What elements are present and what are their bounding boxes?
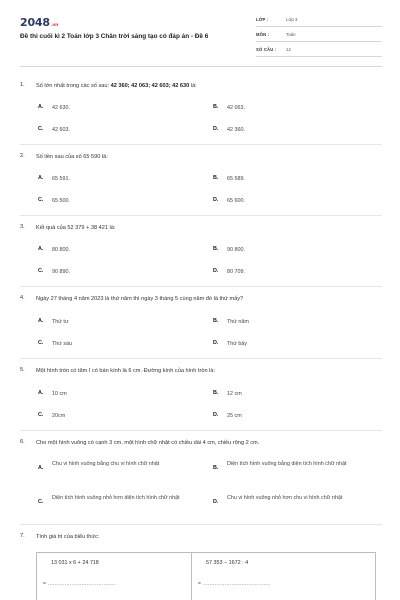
option-text: 90 890. — [52, 269, 70, 275]
logo-main: 2048 — [20, 16, 50, 29]
question-text-prefix: Số lớn nhất trong các số sau: — [36, 83, 111, 89]
question-separator — [20, 286, 382, 287]
option-text: 20cm — [52, 413, 66, 419]
meta-key: LỚP : — [256, 17, 269, 22]
option-letter: A. — [38, 175, 44, 181]
option-text: 12 cm — [227, 391, 242, 397]
option-letter: D. — [213, 197, 219, 203]
option-letter: A. — [38, 104, 44, 110]
question-number: 5. — [20, 367, 25, 373]
question-number: 2. — [20, 153, 25, 159]
question-text: Tính giá trị của biểu thức: — [36, 534, 100, 540]
meta-row-subject — [256, 29, 382, 42]
site-logo[interactable] — [20, 16, 58, 29]
option-letter: A. — [38, 318, 44, 324]
header-divider — [20, 66, 382, 67]
question-number: 7. — [20, 533, 25, 539]
option-letter: D. — [213, 126, 219, 132]
option-letter: C. — [38, 412, 44, 418]
question-text: Một hình tròn có tâm I có bán kính là 6 cm. Đường kính của hình tròn là: — [36, 368, 216, 374]
question-text: Cho một hình vuông có cạnh 3 cm, một hình chữ nhật có chiều dài 4 cm, chiều rộng 2 cm. — [36, 440, 260, 446]
question-text: Kết quả của 52 379 + 38 421 là: — [36, 225, 116, 231]
question-number: 4. — [20, 295, 25, 301]
meta-value: 12 — [286, 47, 291, 52]
option-letter: A. — [38, 246, 44, 252]
meta-row-count — [256, 44, 382, 57]
option-letter: C. — [38, 268, 44, 274]
question-number: 6. — [20, 439, 25, 445]
option-text: Diện tích hình vuông nhỏ hơn diện tích hình chữ nhật — [52, 495, 180, 501]
option-letter: D. — [213, 340, 219, 346]
option-text: 65 500. — [52, 198, 70, 204]
option-letter: B. — [213, 175, 219, 181]
option-text: Thứ bảy — [227, 341, 248, 347]
question-text-bold: 42 360; 42 063; 42 603; 42 630 — [110, 83, 190, 89]
option-letter: B. — [213, 104, 219, 110]
option-text: 42 603. — [52, 127, 70, 133]
option-text: 10 cm — [52, 391, 67, 397]
option-text: Thứ tư — [52, 319, 69, 325]
option-text: 65 591. — [52, 176, 70, 182]
option-letter: C. — [38, 499, 44, 505]
option-text: Thứ sáu — [52, 341, 73, 347]
option-letter: B. — [213, 465, 219, 471]
option-text: 42 360. — [227, 127, 245, 133]
option-text: 42 063. — [227, 105, 245, 111]
option-letter: C. — [38, 340, 44, 346]
option-letter: D. — [213, 412, 219, 418]
option-text: 90 800. — [227, 247, 245, 253]
option-text: 80 709. — [227, 269, 245, 275]
question-text: Số liền sau của số 65 590 là: — [36, 154, 108, 160]
question-text: Ngày 27 tháng 4 năm 2023 là thứ năm thì ngày 3 tháng 5 cùng năm đó là thứ mấy? — [36, 296, 244, 302]
meta-info — [256, 14, 382, 59]
meta-key: MÔN : — [256, 32, 270, 37]
answer-line[interactable]: = ........................................ — [43, 581, 116, 587]
document-header — [20, 14, 382, 60]
expression-cell-2 — [192, 553, 377, 600]
question-separator — [20, 144, 382, 145]
logo-tld: .vn — [50, 23, 59, 28]
option-letter: A. — [38, 465, 44, 471]
question-separator — [20, 358, 382, 359]
question-number: 1. — [20, 82, 25, 88]
expression-text: 13 031 x 6 + 24 718 — [51, 560, 99, 566]
expression-table — [36, 552, 376, 600]
option-text: 25 cm — [227, 413, 242, 419]
question-text-suffix: là: — [189, 83, 197, 89]
expression-text: 57 353 − 1672 : 4 — [206, 560, 249, 566]
expression-cell-1 — [37, 553, 192, 600]
option-text: 80 800. — [52, 247, 70, 253]
meta-key: SỐ CÂU : — [256, 47, 277, 52]
option-text: Chu vi hình vuông nhỏ hơn chu vi hình chữ nhật — [227, 495, 343, 501]
option-text: Thứ năm — [227, 319, 249, 325]
option-text: 65 589. — [227, 176, 245, 182]
option-text: 42 630. — [52, 105, 70, 111]
meta-value: Toán — [286, 32, 296, 37]
question-number: 3. — [20, 224, 25, 230]
question-separator — [20, 430, 382, 431]
option-letter: B. — [213, 390, 219, 396]
option-letter: A. — [38, 390, 44, 396]
option-text: Diện tích hình vuông bằng diện tích hình chữ nhật — [227, 461, 347, 467]
meta-value: Lớp 3 — [286, 17, 298, 22]
answer-line[interactable]: = ........................................ — [198, 581, 271, 587]
option-letter: B. — [213, 246, 219, 252]
question-separator — [20, 215, 382, 216]
option-letter: D. — [213, 499, 219, 505]
option-text: Chu vi hình vuông bằng chu vi hình chữ nhật — [52, 461, 160, 467]
question-separator — [20, 524, 382, 525]
option-letter: D. — [213, 268, 219, 274]
option-letter: C. — [38, 126, 44, 132]
option-text: 65 600. — [227, 198, 245, 204]
document-title: Đề thi cuối kì 2 Toán lớp 3 Chân trời sáng tạo có đáp án - Đề 6 — [20, 33, 209, 40]
option-letter: C. — [38, 197, 44, 203]
meta-row-grade — [256, 14, 382, 27]
question-text — [36, 82, 376, 90]
option-letter: B. — [213, 318, 219, 324]
